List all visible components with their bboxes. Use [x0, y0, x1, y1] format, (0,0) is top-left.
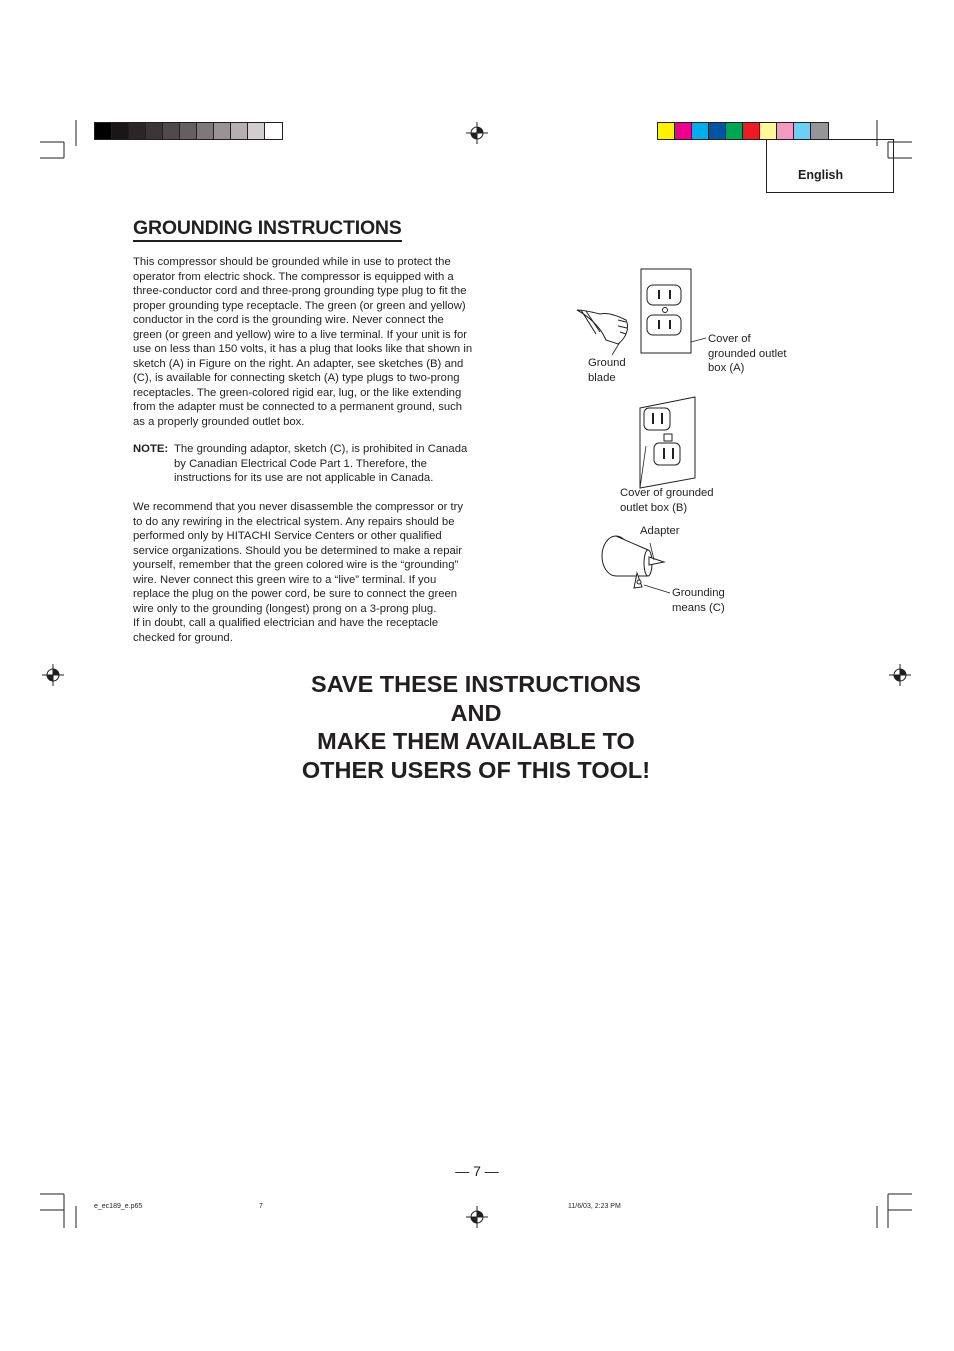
color-swatch	[112, 123, 129, 139]
color-swatch	[777, 123, 794, 139]
color-swatch	[231, 123, 248, 139]
color-swatch	[675, 123, 692, 139]
color-swatch	[197, 123, 214, 139]
adapter-icon	[602, 536, 664, 588]
process-color-bar	[657, 122, 829, 140]
ground-blade-label: Ground blade	[588, 357, 626, 384]
color-swatch	[794, 123, 811, 139]
grounding-means-label: Grounding means (C)	[672, 587, 725, 614]
adapter-label: Adapter	[640, 525, 680, 537]
note-text: The grounding adaptor, sketch (C), is prohibited in Canada by Canadian Electrical Code Part 1. Therefore, the instructions for its use are not applicable in Canada.	[174, 443, 468, 484]
grounding-figure	[560, 260, 820, 620]
slug-date: 11/6/03, 2:23 PM	[568, 1203, 621, 1210]
page-number: — 7 —	[455, 1163, 499, 1179]
repair-paragraph: We recommend that you never disassemble the compressor or try to do any rewiring in the electrical system. Any repairs should be performed only by HITACHI Service Centers or other qualified service organizations. Should you be determined to make a repair yourself, remember that the green colored wire is the “grounding” wire. Never connect this green wire to a “live” terminal. If you replace the plug on the power cord, be sure to connect the green wire only to the grounding (longest) prong on a 3-prong plug. If in doubt, call a qualified electrician and have the receptacle checked for ground.	[133, 501, 464, 644]
grounding-paragraph: This compressor should be grounded while in use to protect the operator from electric shock. The compressor is equipped with a three-conductor cord and three-prong grounding type plug to fit the proper grounding type receptacle. The green (or green and yellow) conductor in the cord is the grounding wire. Never connect the green (or green and yellow) wire to a live terminal. If your unit is for use on less than 150 volts, it has a plug that looks like that shown in sketch (A) in Figure on the right. An adapter, see sketches (B) and (C), is available for connecting sketch (A) type plugs to two-prong receptacles. The green-colored rigid ear, lug, or the like extending from the adapter must be connected to a permanent ground, such as a properly grounded outlet box.	[133, 256, 473, 428]
color-swatch	[180, 123, 197, 139]
color-swatch	[811, 123, 828, 139]
save-instructions-banner: SAVE THESE INSTRUCTIONS AND MAKE THEM AVAILABLE TO OTHER USERS OF THIS TOOL!	[301, 671, 651, 783]
outlet-a-label: Cover of grounded outlet box (A)	[708, 333, 787, 374]
outlet-b-plate	[640, 397, 695, 488]
color-swatch	[95, 123, 112, 139]
color-swatch	[146, 123, 163, 139]
color-swatch	[658, 123, 675, 139]
color-swatch	[692, 123, 709, 139]
three-prong-plug-icon	[577, 310, 628, 344]
color-swatch	[760, 123, 777, 139]
slug-page: 7	[259, 1203, 263, 1210]
language-label: English	[798, 168, 844, 182]
grayscale-color-bar	[94, 122, 283, 140]
color-swatch	[129, 123, 146, 139]
color-swatch	[214, 123, 231, 139]
color-swatch	[163, 123, 180, 139]
color-swatch	[709, 123, 726, 139]
note-label: NOTE:	[133, 443, 169, 455]
section-title: GROUNDING INSTRUCTIONS	[133, 216, 402, 242]
outlet-b-label: Cover of grounded outlet box (B)	[620, 487, 714, 514]
color-swatch	[743, 123, 760, 139]
language-tab	[766, 139, 894, 193]
color-swatch	[726, 123, 743, 139]
color-swatch	[265, 123, 282, 139]
slug-filename: e_ec189_e.p65	[94, 1203, 143, 1210]
color-swatch	[248, 123, 265, 139]
